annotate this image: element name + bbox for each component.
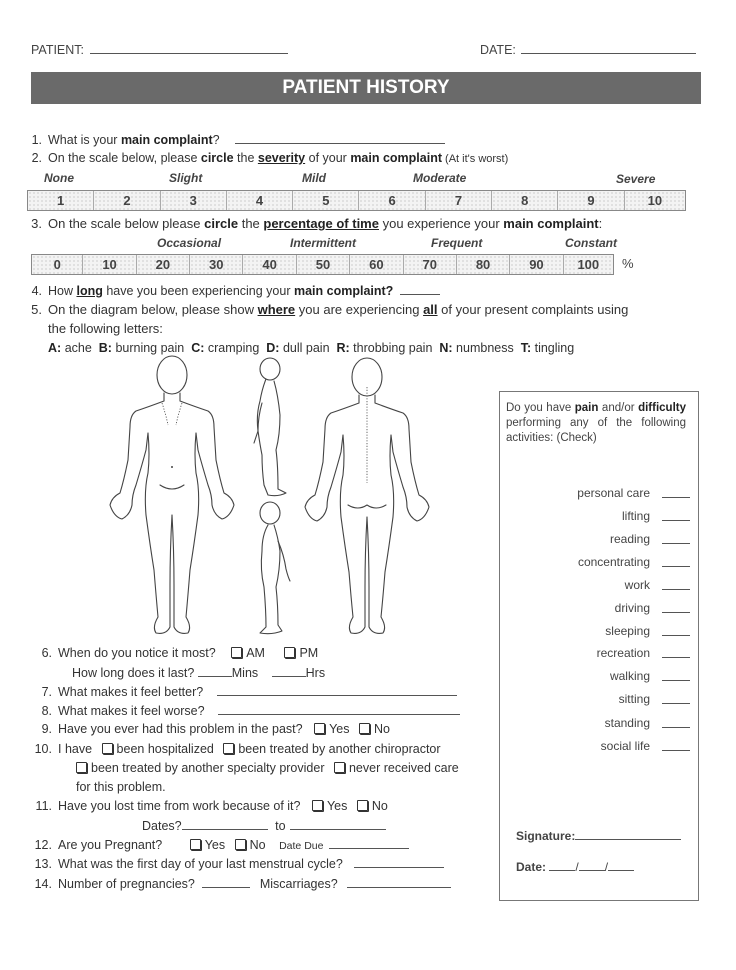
q5-post: of your present complaints using	[437, 302, 629, 317]
q11-no-option[interactable]	[357, 799, 388, 813]
question-7	[30, 684, 457, 699]
severity-option[interactable]: 8	[492, 191, 558, 210]
q10-number: 10.	[34, 742, 52, 756]
frequency-label-constant: Constant	[565, 236, 617, 250]
activities-intro	[506, 401, 686, 446]
miscarriages-label: Miscarriages?	[259, 877, 338, 891]
specialty-provider-option[interactable]	[76, 761, 324, 775]
legend-label: cramping	[207, 341, 260, 355]
activity-check-line[interactable]	[662, 680, 690, 681]
signature-line[interactable]	[575, 828, 681, 840]
q7-number: 7.	[41, 685, 52, 699]
q2-number: 2.	[31, 151, 42, 165]
legend-key: A:	[48, 341, 62, 355]
frequency-option[interactable]: 30	[190, 255, 243, 274]
no-label: No	[249, 838, 266, 852]
frequency-label-occasional: Occasional	[157, 236, 222, 250]
frequency-option[interactable]: 50	[297, 255, 350, 274]
legend-label: burning pain	[115, 341, 185, 355]
legend-key: C:	[191, 341, 205, 355]
frequency-option[interactable]: 60	[350, 255, 403, 274]
activity-check-line[interactable]	[662, 703, 690, 704]
am-label: AM	[246, 646, 265, 660]
severity-label-mild: Mild	[302, 171, 326, 185]
frequency-option[interactable]: 100	[564, 255, 613, 274]
activity-check-line[interactable]	[662, 727, 690, 728]
checkbox-icon[interactable]	[312, 800, 323, 811]
signature-label: Signature:	[516, 829, 576, 843]
question-2	[20, 151, 508, 165]
date-to-line[interactable]	[290, 818, 386, 830]
question-10-line2	[76, 761, 459, 775]
legend-label: tingling	[534, 341, 575, 355]
q3-mid2: you experience your	[378, 216, 504, 231]
q8-number: 8.	[41, 704, 52, 718]
q5-underline1: where	[257, 302, 296, 317]
activity-label: work	[624, 578, 650, 592]
activity-label: recreation	[596, 646, 650, 660]
q2-bold1: circle	[200, 151, 234, 165]
activity-label: personal care	[577, 486, 650, 500]
checkbox-icon[interactable]	[235, 839, 246, 850]
hospitalized-option[interactable]	[102, 742, 214, 756]
date-day-line[interactable]	[579, 859, 605, 871]
checkbox-icon[interactable]	[314, 723, 325, 734]
pm-option[interactable]	[284, 646, 318, 660]
hospitalized-label: been hospitalized	[116, 742, 214, 756]
q4-mid: have you been experiencing your	[102, 284, 294, 298]
signature-field[interactable]	[516, 828, 681, 843]
frequency-label-frequent: Frequent	[431, 236, 483, 250]
feel-worse-line[interactable]	[218, 703, 460, 715]
severity-scale	[27, 190, 686, 211]
activity-check-line[interactable]	[662, 520, 690, 521]
activity-label: social life	[600, 739, 650, 753]
q3-post: :	[598, 216, 603, 231]
severity-label-moderate: Moderate	[413, 171, 467, 185]
date-year-line[interactable]	[608, 859, 634, 871]
date-separator: /	[604, 860, 609, 874]
q10-pre: I have	[58, 742, 93, 756]
severity-label-severe: Severe	[616, 172, 656, 186]
hrs-label: Hrs	[305, 666, 326, 680]
date-from-line[interactable]	[182, 818, 268, 830]
q12-text: Are you Pregnant?	[58, 838, 163, 852]
checkbox-icon[interactable]	[359, 723, 370, 734]
checkbox-icon[interactable]	[190, 839, 201, 850]
legend-key: B:	[98, 341, 112, 355]
checkbox-icon[interactable]	[102, 743, 113, 754]
never-received-care-label: never received care	[348, 761, 459, 775]
q1-bold: main complaint	[120, 133, 213, 147]
question-13	[30, 856, 444, 871]
activity-item[interactable]	[615, 601, 650, 615]
activities-box	[499, 391, 699, 901]
yes-label: Yes	[326, 799, 348, 813]
work-dates	[142, 818, 386, 833]
body-side-view-lower[interactable]	[260, 502, 290, 634]
question-8	[30, 703, 460, 718]
frequency-option[interactable]: 40	[243, 255, 296, 274]
severity-option[interactable]: 6	[359, 191, 425, 210]
pm-label: PM	[299, 646, 319, 660]
activity-item[interactable]	[605, 716, 650, 730]
activity-label: standing	[604, 716, 650, 730]
q4-bold: main complaint?	[293, 284, 394, 298]
q9-number: 9.	[41, 722, 52, 736]
q10-line3: for this problem.	[76, 780, 166, 794]
dates-label: Dates?	[142, 819, 182, 833]
body-diagram[interactable]	[100, 355, 440, 645]
menstrual-cycle-line[interactable]	[354, 856, 444, 868]
checkbox-icon[interactable]	[334, 762, 345, 773]
percent-unit: %	[622, 256, 634, 271]
q4-pre: How	[48, 284, 77, 298]
date-field[interactable]	[480, 42, 696, 57]
severity-option[interactable]: 1	[28, 191, 94, 210]
severity-option[interactable]: 4	[227, 191, 293, 210]
question-4	[20, 283, 440, 298]
checkbox-icon[interactable]	[223, 743, 234, 754]
pregnancies-line[interactable]	[202, 876, 250, 888]
frequency-scale	[31, 254, 614, 275]
question-10	[30, 742, 441, 756]
main-complaint-line[interactable]	[235, 132, 445, 144]
q6-text: When do you notice it most?	[58, 646, 216, 660]
activity-label: concentrating	[577, 555, 650, 569]
frequency-option[interactable]: 80	[457, 255, 510, 274]
frequency-option[interactable]: 10	[83, 255, 136, 274]
q1-post: ?	[212, 133, 220, 147]
activity-item[interactable]	[601, 739, 650, 753]
legend-key: T:	[520, 341, 532, 355]
question-12	[30, 837, 409, 852]
no-label: No	[371, 799, 388, 813]
q2-underline: severity	[257, 151, 306, 165]
question-14	[30, 876, 451, 891]
frequency-option[interactable]: 90	[510, 255, 563, 274]
patient-name-line[interactable]	[90, 42, 288, 54]
feel-better-line[interactable]	[217, 684, 457, 696]
patient-name-field[interactable]	[31, 42, 288, 57]
q13-text: What was the first day of your last menstrual cycle?	[58, 857, 343, 871]
q5-mid: you are experiencing	[295, 302, 424, 317]
q2-mid2: of your	[305, 151, 351, 165]
frequency-option[interactable]: 70	[404, 255, 457, 274]
intro-bold-pain: pain	[574, 402, 599, 414]
body-front-view[interactable]	[110, 356, 234, 633]
q12-yes-option[interactable]	[190, 838, 225, 852]
am-option[interactable]	[231, 646, 265, 660]
activity-check-line[interactable]	[662, 566, 690, 567]
no-label: No	[373, 722, 390, 736]
q6-duration-text: How long does it last?	[72, 666, 198, 680]
severity-option[interactable]: 10	[625, 191, 685, 210]
yes-label: Yes	[204, 838, 226, 852]
severity-option[interactable]: 5	[293, 191, 359, 210]
q9-text: Have you ever had this problem in the past?	[58, 722, 303, 736]
activity-item[interactable]	[578, 555, 650, 569]
legend-label: throbbing pain	[353, 341, 433, 355]
checkbox-icon[interactable]	[357, 800, 368, 811]
legend-key: D:	[266, 341, 280, 355]
q1-number: 1.	[31, 133, 42, 147]
date-due-label: Date Due	[279, 840, 324, 852]
signature-date-label: Date:	[516, 860, 547, 874]
q12-no-option[interactable]	[235, 838, 266, 852]
activity-item[interactable]	[610, 669, 650, 683]
q11-text: Have you lost time from work because of it?	[58, 799, 301, 813]
q5-underline2: all	[423, 302, 438, 317]
date-line[interactable]	[521, 42, 696, 54]
q5-line2: the following letters:	[48, 321, 163, 336]
question-1	[20, 132, 445, 147]
intro-text-2: and/or	[598, 402, 635, 414]
q3-mid1: the	[238, 216, 264, 231]
intro-bold-difficulty: difficulty	[638, 402, 686, 414]
never-received-care-option[interactable]	[334, 761, 459, 775]
mins-label: Mins	[231, 666, 259, 680]
q3-number: 3.	[31, 216, 42, 231]
checkbox-icon[interactable]	[231, 647, 242, 658]
chiropractor-option[interactable]	[223, 742, 440, 756]
question-6-duration	[72, 665, 325, 680]
activity-item[interactable]	[605, 624, 650, 638]
q13-number: 13.	[34, 857, 52, 871]
severity-option[interactable]: 2	[94, 191, 160, 210]
checkbox-icon[interactable]	[76, 762, 87, 773]
q2-mid1: the	[233, 151, 258, 165]
date-month-line[interactable]	[549, 859, 575, 871]
q2-bold2: main complaint	[350, 151, 442, 165]
severity-option[interactable]: 9	[558, 191, 624, 210]
activity-check-line[interactable]	[662, 589, 690, 590]
q5-number: 5.	[31, 302, 42, 317]
activity-item[interactable]	[625, 578, 650, 592]
activity-check-line[interactable]	[662, 497, 690, 498]
q3-bold1: circle	[204, 216, 239, 231]
q1-text: What is your	[48, 133, 121, 147]
activity-label: reading	[609, 532, 650, 546]
signature-date-field[interactable]	[516, 859, 634, 874]
legend-key: R:	[336, 341, 350, 355]
legend-label: dull pain	[282, 341, 330, 355]
yes-label: Yes	[329, 722, 350, 736]
legend-key: N:	[439, 341, 453, 355]
date-due-line[interactable]	[329, 837, 409, 849]
chiropractor-label: been treated by another chiropractor	[238, 742, 441, 756]
q2-text: On the scale below, please	[48, 151, 201, 165]
duration-line[interactable]	[400, 283, 440, 295]
q4-number: 4.	[31, 284, 42, 298]
q12-number: 12.	[34, 838, 52, 852]
mins-line[interactable]	[198, 665, 232, 677]
q5-pre: On the diagram below, please show	[48, 302, 258, 317]
severity-option[interactable]: 3	[161, 191, 227, 210]
hrs-line[interactable]	[272, 665, 306, 677]
miscarriages-line[interactable]	[347, 876, 451, 888]
body-side-view-upper[interactable]	[254, 358, 286, 496]
legend-label: ache	[64, 341, 92, 355]
activity-label: sleeping	[605, 624, 650, 638]
q3-underline: percentage of time	[263, 216, 379, 231]
patient-label: PATIENT:	[31, 43, 85, 57]
page-title: PATIENT HISTORY	[31, 72, 701, 104]
severity-label-slight: Slight	[169, 171, 203, 185]
q14-text: Number of pregnancies?	[58, 877, 195, 891]
intro-text-3: performing any of the	[506, 417, 633, 429]
to-label: to	[275, 819, 286, 833]
frequency-label-intermittent: Intermittent	[290, 236, 356, 250]
activity-label: driving	[614, 601, 650, 615]
legend-label: numbness	[456, 341, 514, 355]
severity-option[interactable]: 7	[426, 191, 492, 210]
pain-legend	[48, 341, 574, 355]
frequency-option[interactable]: 20	[137, 255, 190, 274]
activity-item[interactable]	[619, 692, 650, 706]
activity-item[interactable]	[610, 532, 650, 546]
frequency-option[interactable]: 0	[32, 255, 83, 274]
q11-number: 11.	[35, 799, 52, 813]
q14-number: 14.	[34, 877, 52, 891]
activity-label: lifting	[621, 509, 650, 523]
question-3	[20, 216, 602, 231]
activity-item[interactable]	[577, 486, 650, 500]
q6-number: 6.	[41, 646, 52, 660]
q9-no-option[interactable]	[359, 722, 390, 736]
activity-item[interactable]	[597, 646, 650, 660]
intro-text-1: Do you have	[506, 402, 575, 414]
activity-check-line[interactable]	[662, 750, 690, 751]
q8-text: What makes it feel worse?	[58, 704, 205, 718]
checkbox-icon[interactable]	[284, 647, 295, 658]
q4-underline: long	[76, 284, 103, 298]
q7-text: What makes it feel better?	[58, 685, 204, 699]
q3-bold2: main complaint	[503, 216, 599, 231]
q2-post: (At it's worst)	[442, 153, 509, 165]
activity-item[interactable]	[622, 509, 650, 523]
q3-text: On the scale below please	[48, 216, 205, 231]
activity-check-line[interactable]	[662, 635, 690, 636]
question-5	[20, 302, 628, 317]
body-back-view[interactable]	[305, 358, 429, 633]
activity-check-line[interactable]	[662, 612, 690, 613]
activity-check-line[interactable]	[662, 657, 690, 658]
severity-label-none: None	[44, 171, 74, 185]
intro-text-4: following activities: (Check)	[506, 417, 686, 444]
question-11	[30, 799, 388, 813]
activity-label: sitting	[618, 692, 650, 706]
date-label: DATE:	[480, 43, 516, 57]
specialty-provider-label: been treated by another specialty provider	[91, 761, 325, 775]
q9-yes-option[interactable]	[314, 722, 349, 736]
activity-label: walking	[609, 669, 650, 683]
question-6	[30, 646, 318, 660]
q11-yes-option[interactable]	[312, 799, 347, 813]
date-separator: /	[575, 860, 579, 874]
activity-check-line[interactable]	[662, 543, 690, 544]
question-9	[30, 722, 390, 736]
